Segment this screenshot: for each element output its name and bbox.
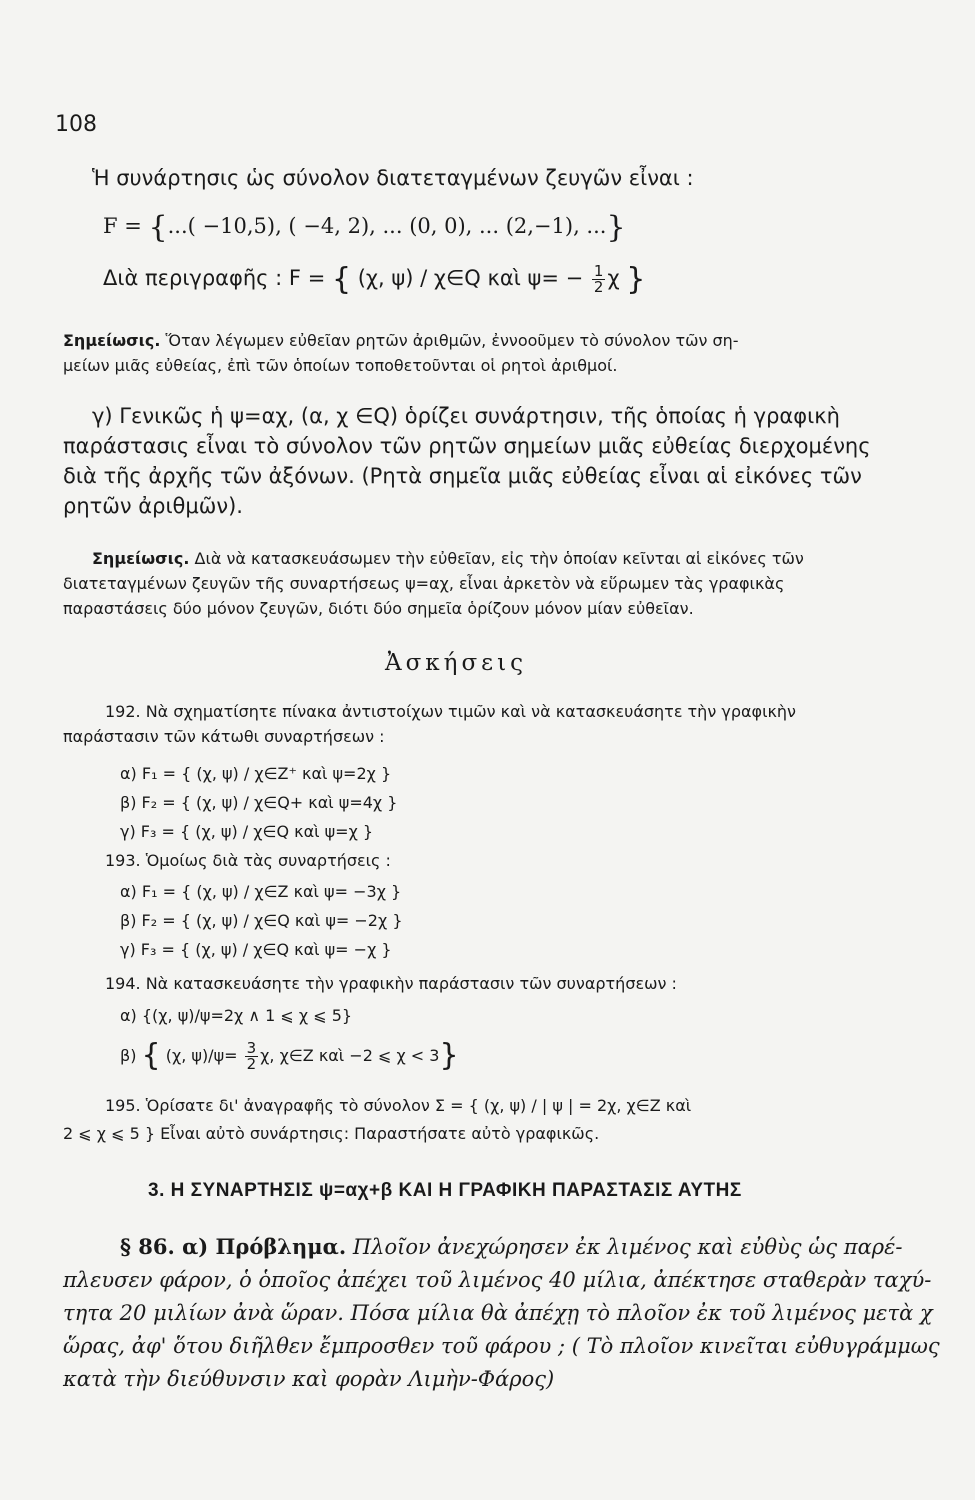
note2-line2: διατεταγμένων ζευγῶν τῆς συναρτήσεως ψ=αχ, εἶναι ἀρκετὸν νὰ εὕρωμεν τὰς γραφικὰς xyxy=(63,574,785,593)
brace-open: { xyxy=(148,210,168,245)
ex195-line2: 2 ⩽ χ ⩽ 5 } Εἶναι αὐτὸ συνάρτησις: Παραστήσατε αὐτὸ γραφικῶς. xyxy=(63,1124,600,1143)
fraction-denominator: 2 xyxy=(246,1055,257,1073)
exercises-heading: Ἀσκήσεις xyxy=(385,650,527,676)
ex192-item-c: γ) F₃ = { (χ, ψ) / χ∈Q καὶ ψ=χ } xyxy=(120,822,374,841)
note2-text: Διὰ νὰ κατασκευάσωμεν τὴν εὐθεῖαν, εἰς τὴν ὁποίαν κεῖνται αἱ εἰκόνες τῶν xyxy=(189,549,804,568)
para86-line1 xyxy=(120,1234,902,1259)
note2-line3: παραστάσεις δύο μόνον ζευγῶν, διότι δύο σημεῖα ὁρίζουν μόνον μίαν εὐθεῖαν. xyxy=(63,599,694,618)
F-listing xyxy=(103,210,626,245)
ex195-line1: 195. Ὁρίσατε δι' ἀναγραφῆς τὸ σύνολον Σ = { (χ, ψ) / | ψ | = 2χ, χ∈Z καὶ xyxy=(105,1096,692,1115)
intro-line: Ἡ συνάρτησις ὡς σύνολον διατεταγμένων ζευγῶν εἶναι : xyxy=(92,166,694,190)
brace-close: } xyxy=(606,210,626,245)
F-listing-body: ...( −10,5), ( −4, 2), ... (0, 0), ... (2,−1), ... xyxy=(167,214,607,238)
ex193-line1: 193. Ὁμοίως διὰ τὰς συναρτήσεις : xyxy=(105,851,391,870)
part-c-line3: διὰ τῆς ἀρχῆς τῶν ἀξόνων. (Ρητὰ σημεῖα μιᾶς εὐθείας εἶναι αἱ εἰκόνες τῶν xyxy=(63,464,862,488)
ex193-item-c: γ) F₃ = { (χ, ψ) / χ∈Q καὶ ψ= −χ } xyxy=(120,940,392,959)
fraction-numerator: 3 xyxy=(246,1039,257,1057)
ex193-item-b: β) F₂ = { (χ, ψ) / χ∈Q καὶ ψ= −2χ } xyxy=(120,911,403,930)
ex192-line1: 192. Νὰ σχηματίσητε πίνακα ἀντιστοίχων τιμῶν καὶ νὰ κατασκευάσητε τὴν γραφικὴν xyxy=(105,702,796,721)
ex194-item-a: α) {(χ, ψ)/ψ=2χ ∧ 1 ⩽ χ ⩽ 5} xyxy=(120,1006,353,1025)
brace-close: } xyxy=(626,262,646,297)
fraction-numerator: 1 xyxy=(593,261,604,280)
note1-text: Ὅταν λέγωμεν εὐθεῖαν ρητῶν ἀριθμῶν, ἐννοοῦμεν τὸ σύνολον τῶν ση- xyxy=(160,331,739,350)
F-description-after: χ xyxy=(607,266,627,290)
para86-line4: ὥρας, ἀφ' ὅτου διῆλθεν ἔμπροσθεν τοῦ φάρου ; ( Τὸ πλοῖον κινεῖται εὐθυγράμμως xyxy=(63,1334,940,1358)
ex192-item-a: α) F₁ = { (χ, ψ) / χ∈Z⁺ καὶ ψ=2χ } xyxy=(120,764,392,783)
note1-label: Σημείωσις. xyxy=(63,331,161,350)
part-c-line4: ρητῶν ἀριθμῶν). xyxy=(63,494,243,518)
ex194-b-prefix: β) xyxy=(120,1046,142,1065)
fraction-denominator: 2 xyxy=(593,277,604,296)
ex192-line2: παράστασιν τῶν κάτωθι συναρτήσεων : xyxy=(63,727,385,746)
para86-label: § 86. α) Πρόβλημα. xyxy=(120,1234,347,1259)
brace-close: } xyxy=(439,1038,459,1073)
para86-text: Πλοῖον ἀνεχώρησεν ἐκ λιμένος καὶ εὐθὺς ὡς παρέ- xyxy=(346,1235,903,1259)
ex194-b-after: χ, χ∈Z καὶ −2 ⩽ χ < 3 xyxy=(260,1046,440,1065)
section-title: 3. Η ΣΥΝΑΡΤΗΣΙΣ ψ=αχ+β ΚΑΙ Η ΓΡΑΦΙΚΗ ΠΑΡΑΣΤΑΣΙΣ ΑΥΤΗΣ xyxy=(148,1180,742,1201)
ex194-line1: 194. Νὰ κατασκευάσητε τὴν γραφικὴν παράστασιν τῶν συναρτήσεων : xyxy=(105,974,677,993)
brace-open: { xyxy=(331,262,352,297)
ex194-b-body: (χ, ψ)/ψ= xyxy=(160,1046,243,1065)
para86-line5: κατὰ τὴν διεύθυνσιν καὶ φορὰν Λιμὴν-Φάρος) xyxy=(63,1367,555,1391)
F-description-prefix: Διὰ περιγραφῆς : F = xyxy=(103,266,332,290)
note1-line2: μείων μιᾶς εὐθείας, ἐπὶ τῶν ὁποίων τοποθετοῦνται οἱ ρητοὶ ἀριθμοί. xyxy=(63,356,618,375)
part-c-line2: παράστασις εἶναι τὸ σύνολον τῶν ρητῶν σημείων μιᾶς εὐθείας διερχομένης xyxy=(63,434,871,458)
fraction xyxy=(245,1041,259,1072)
part-c-line1: γ) Γενικῶς ἡ ψ=αχ, (α, χ ∈Q) ὁρίζει συνάρτησιν, τῆς ὁποίας ἡ γραφικὴ xyxy=(92,404,840,428)
note1-line1 xyxy=(63,331,739,350)
brace-open: { xyxy=(141,1038,161,1073)
ex193-item-a: α) F₁ = { (χ, ψ) / χ∈Z καὶ ψ= −3χ } xyxy=(120,882,402,901)
F-description xyxy=(103,262,645,297)
para86-line3: τητα 20 μιλίων ἀνὰ ὥραν. Πόσα μίλια θὰ ἀπέχῃ τὸ πλοῖον ἐκ τοῦ λιμένος μετὰ χ xyxy=(63,1301,933,1325)
note2-line1 xyxy=(92,549,804,568)
F-description-body: (χ, ψ) / χ∈Q καὶ ψ= − xyxy=(351,266,590,290)
ex194-item-b xyxy=(120,1038,459,1073)
ex192-item-b: β) F₂ = { (χ, ψ) / χ∈Q+ καὶ ψ=4χ } xyxy=(120,793,398,812)
F-listing-lhs: F = xyxy=(103,214,149,238)
note2-label: Σημείωσις. xyxy=(92,549,190,568)
fraction xyxy=(592,261,606,296)
para86-line2: πλευσεν φάρον, ὁ ὁποῖος ἀπέχει τοῦ λιμένος 40 μίλια, ἀπέκτησε σταθερὰν ταχύ- xyxy=(63,1268,932,1292)
page-number: 108 xyxy=(55,112,97,137)
